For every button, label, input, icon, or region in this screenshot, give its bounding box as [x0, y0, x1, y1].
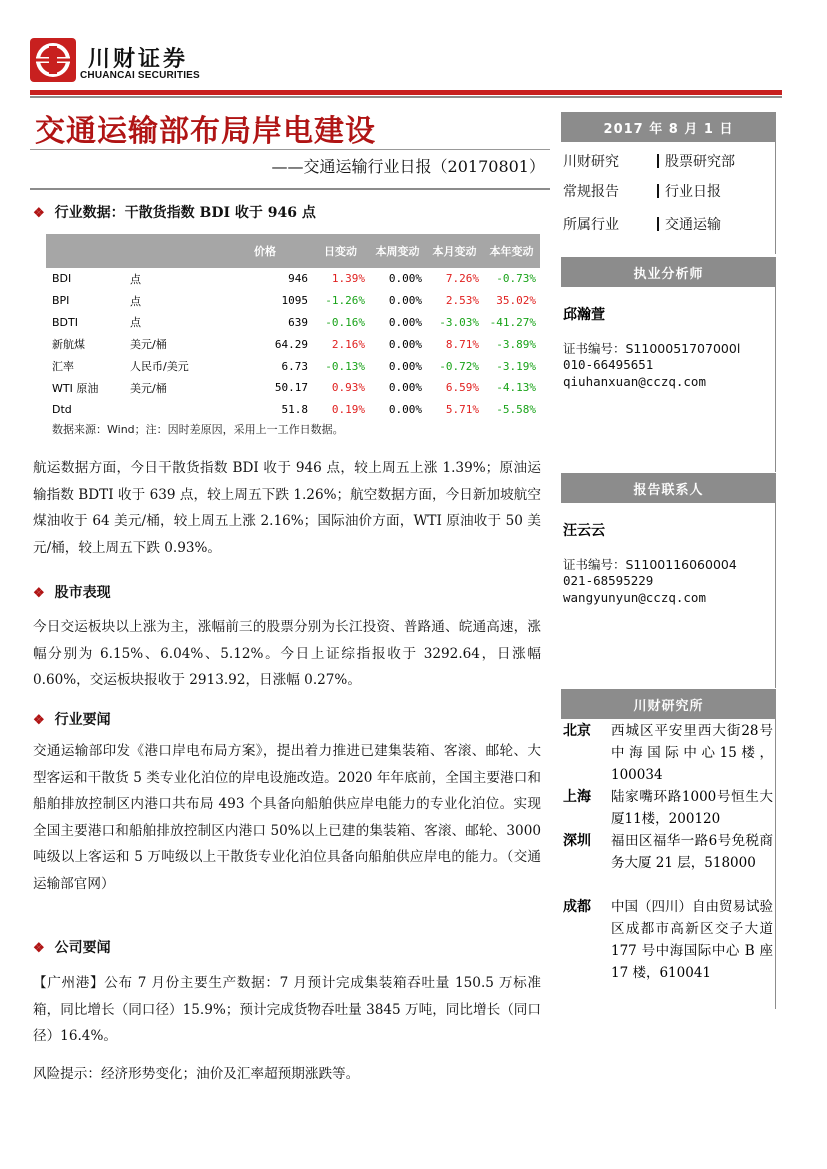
cell-unit: 美元/桶: [130, 381, 167, 395]
cell-week-change: 0.00%: [388, 359, 422, 373]
meta-key: 所属行业: [563, 217, 619, 233]
cell-price: 946: [288, 272, 308, 286]
header-gray-rule: [30, 96, 782, 98]
cell-price: 50.17: [274, 381, 308, 395]
analyst-cert: 证书编号：S1100051707000l: [563, 341, 741, 356]
diamond-bullet-icon: ❖: [33, 713, 45, 728]
section-industry-data-label: 行业数据：干散货指数 BDI 收于 946 点: [54, 205, 316, 221]
header-cell-week: 本周变动: [375, 245, 420, 258]
cell-year-change: -0.73%: [496, 272, 536, 286]
cell-day-change: -0.16%: [325, 315, 365, 329]
office-address: 中国（四川）自由贸易试验区成都市高新区交子大道 177 号中海国际中心 B 座 17 楼，610041: [611, 899, 773, 981]
table-body: [46, 268, 540, 421]
office-city: 成都: [563, 899, 591, 915]
office-shenzhen: [563, 830, 775, 874]
cell-name: WTI 原油: [52, 381, 99, 395]
cell-month-change: 8.71%: [445, 337, 479, 351]
cell-day-change: -0.13%: [325, 359, 365, 373]
analyst-email: qiuhanxuan@cczq.com: [563, 374, 706, 389]
cell-price: 64.29: [274, 337, 308, 351]
cell-name: BPI: [52, 294, 70, 308]
header-red-rule: [30, 90, 782, 95]
cell-month-change: -0.72%: [439, 359, 479, 373]
cell-week-change: 0.00%: [388, 272, 422, 286]
cell-unit: 点: [130, 272, 141, 286]
meta-separator: [657, 184, 659, 198]
table-row: [46, 312, 540, 334]
report-subtitle: ——交通运输行业日报（20170801）: [271, 157, 545, 176]
header-cell-day: 日变动: [324, 245, 357, 258]
analyst-phone: 010-66495651: [563, 357, 654, 372]
cell-month-change: 6.59%: [445, 381, 479, 395]
office-address: 西城区平安里西大街28号中海国际中心15楼，100034: [611, 723, 773, 783]
report-title: 交通运输部布局岸电建设: [35, 114, 376, 149]
office-beijing: [563, 720, 775, 786]
meta-key: 川财研究: [563, 154, 619, 170]
diamond-bullet-icon: ❖: [33, 586, 45, 601]
section-company-news-label: 公司要闻: [54, 940, 111, 956]
meta-value: 行业日报: [665, 184, 721, 200]
contact-bar: 报告联系人: [561, 473, 776, 503]
section-company-news: [33, 937, 111, 957]
section-industry-data: [33, 202, 316, 222]
office-chengdu: [563, 896, 775, 984]
cell-unit: [130, 399, 218, 421]
office-address: 陆家嘴环路1000号恒生大厦11楼，200120: [611, 789, 773, 827]
cell-price: 639: [288, 315, 308, 329]
diamond-bullet-icon: ❖: [33, 941, 45, 956]
cell-year-change: -3.19%: [496, 359, 536, 373]
cell-price: 1095: [281, 294, 308, 308]
section-industry-news: [33, 709, 111, 729]
sidebar-border: [775, 287, 776, 472]
table-header: [46, 234, 540, 268]
cell-week-change: 0.00%: [388, 337, 422, 351]
table-row: [46, 399, 540, 421]
section-stock-market-label: 股市表现: [54, 585, 111, 601]
analyst-bar: 执业分析师: [561, 257, 776, 287]
cell-day-change: 0.19%: [331, 403, 365, 417]
sidebar-date-bar: 2017 年 8 月 1 日: [561, 112, 776, 142]
table-source-note: 数据来源：Wind；注：因时差原因，采用上一工作日数据。: [52, 423, 344, 436]
table-row: [46, 377, 540, 399]
cell-unit: 人民币/美元: [130, 360, 189, 374]
cell-year-change: -4.13%: [496, 381, 536, 395]
cell-week-change: 0.00%: [388, 315, 422, 329]
contact-cert: 证书编号：S1100116060004: [563, 557, 737, 572]
cell-month-change: 7.26%: [445, 272, 479, 286]
cell-week-change: 0.00%: [388, 381, 422, 395]
subtitle-divider: [30, 188, 550, 190]
office-city: 上海: [563, 789, 591, 805]
cell-year-change: -41.27%: [489, 315, 536, 329]
office-city: 深圳: [563, 833, 591, 849]
section-industry-news-label: 行业要闻: [54, 712, 111, 728]
section-stock-market: [33, 582, 111, 602]
cell-day-change: 1.39%: [331, 272, 365, 286]
meta-separator: [657, 154, 659, 168]
header-cell-year: 本年变动: [489, 245, 534, 258]
office-shanghai: [563, 786, 775, 830]
office-address: 福田区福华一路6号免税商务大厦 21 层，518000: [611, 833, 773, 871]
meta-row-industry: [563, 214, 721, 234]
analyst-name: 邱瀚萱: [563, 307, 605, 323]
company-paragraph: 【广州港】公布 7 月份主要生产数据：7 月预计完成集装箱吞吐量 150.5 万标准箱，同比增长（同口径）15.9%；预计完成货物吞吐量 3845 万吨，同比增长（同口径）16.4%。: [33, 975, 541, 1044]
table-row: [46, 268, 540, 290]
institute-bar: 川财研究所: [561, 689, 776, 719]
cell-unit: 美元/桶: [130, 338, 167, 352]
cell-month-change: 2.53%: [445, 294, 479, 308]
cell-week-change: 0.00%: [388, 403, 422, 417]
meta-value: 股票研究部: [665, 154, 735, 170]
brand-name-en: CHUANCAI SECURITIES: [80, 70, 200, 81]
meta-key: 常规报告: [563, 184, 619, 200]
brand-name-cn: 川财证券: [88, 47, 189, 72]
table-row: [46, 355, 540, 377]
risk-warning: 风险提示：经济形势变化；油价及汇率超预期涨跌等。: [33, 1066, 360, 1082]
meta-separator: [657, 217, 659, 231]
shipping-paragraph: 航运数据方面，今日干散货指数 BDI 收于 946 点，较上周五上涨 1.39%；原油运输指数 BDTI 收于 639 点，较上周五下跌 1.26%；航空数据方面，今日新加坡航空煤油收于 64 美元/桶，较上周五上涨 2.16%；国际油价方面，WTI 原油收于 50 美元/桶，较上周五下跌 0.93%。: [33, 460, 541, 556]
cell-day-change: -1.26%: [325, 294, 365, 308]
contact-email: wangyunyun@cczq.com: [563, 590, 706, 605]
header-cell-name: [46, 234, 130, 268]
diamond-bullet-icon: ❖: [33, 206, 45, 221]
meta-row-research: [563, 151, 735, 171]
title-divider: [30, 149, 550, 150]
sidebar-border: [775, 719, 776, 1009]
cell-name: BDI: [52, 272, 72, 286]
table-row: [46, 290, 540, 312]
cell-unit: 点: [130, 316, 141, 330]
cell-name: 汇率: [52, 360, 74, 374]
contact-phone: 021-68595229: [563, 573, 654, 588]
sidebar-border: [775, 503, 776, 688]
header-cell-month: 本月变动: [432, 245, 477, 258]
chuancai-logo-icon: [30, 38, 76, 82]
cell-month-change: -3.03%: [439, 315, 479, 329]
cell-year-change: -3.89%: [496, 337, 536, 351]
table-row: [46, 333, 540, 355]
cell-name: 新航煤: [52, 338, 85, 352]
cell-month-change: 5.71%: [445, 403, 479, 417]
sidebar-border: [775, 142, 776, 254]
cell-week-change: 0.00%: [388, 294, 422, 308]
news-paragraph: 交通运输部印发《港口岸电布局方案》，提出着力推进已建集装箱、客滚、邮轮、大型客运和干散货 5 类专业化泊位的岸电设施改造。2020 年年底前，全国主要港口和船舶排放控制区内港口共布局 493 个具备向船舶供应岸电能力的专业化泊位。实现全国主要港口和船舶排放控制区内港口 50%以上已建的集装箱、客滚、邮轮、3000 吨级以上客运和 5 万吨级以上干散货专业化泊位具备向船舶供应岸电的能力。（交通运输部官网）: [33, 743, 541, 892]
stock-paragraph: 今日交运板块以上涨为主，涨幅前三的股票分别为长江投资、普路通、皖通高速，涨幅分别为 6.15%、6.04%、5.12%。今日上证综指报收于 3292.64，日涨幅 0.60%，交运板块报收于 2913.92，日涨幅 0.27%。: [33, 619, 541, 688]
cell-price: 51.8: [281, 403, 308, 417]
cell-year-change: 35.02%: [496, 294, 536, 308]
meta-value: 交通运输: [665, 217, 721, 233]
cell-price: 6.73: [281, 359, 308, 373]
cell-unit: 点: [130, 294, 141, 308]
office-city: 北京: [563, 723, 591, 739]
header-cell-unit: [130, 234, 218, 268]
cell-name: BDTI: [52, 315, 78, 329]
market-data-table: [46, 234, 540, 421]
meta-row-report-type: [563, 181, 721, 201]
header-cell-price: 价格: [254, 245, 276, 258]
cell-name: Dtd: [52, 403, 72, 417]
cell-year-change: -5.58%: [496, 403, 536, 417]
contact-name: 汪云云: [563, 523, 605, 539]
cell-day-change: 2.16%: [331, 337, 365, 351]
cell-day-change: 0.93%: [331, 381, 365, 395]
